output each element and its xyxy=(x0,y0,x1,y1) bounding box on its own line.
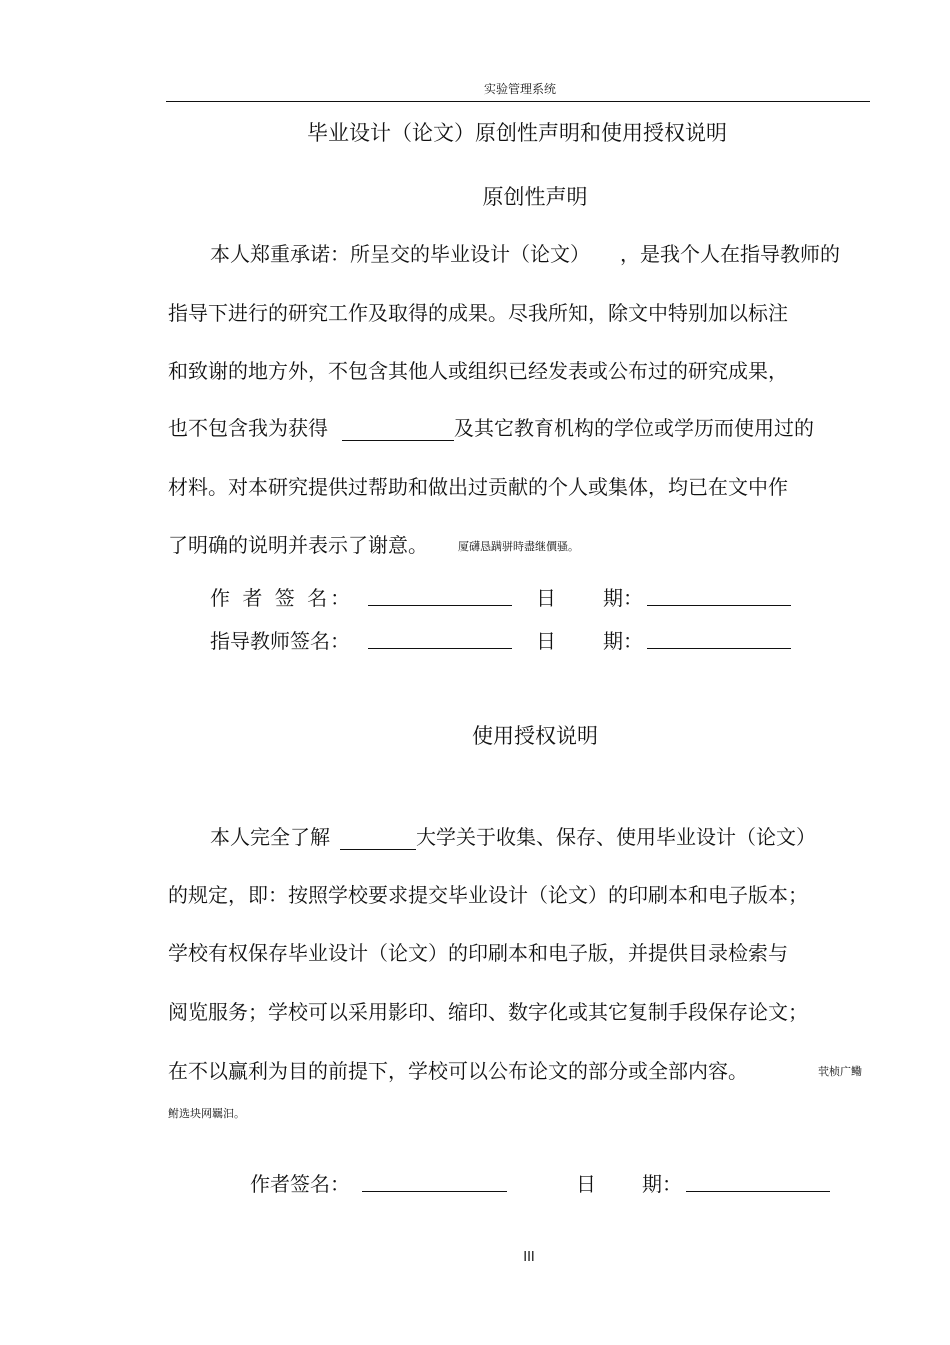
final-date-label-1: 日 xyxy=(576,1172,596,1196)
final-author-signature-line xyxy=(362,1191,507,1192)
originality-line-1 xyxy=(210,238,840,267)
author-signature-label: 作 者 签 名： xyxy=(210,586,354,610)
originality-line-6a: 了明确的说明并表示了谢意。 xyxy=(168,533,428,557)
authorization-line-5: 在不以赢利为目的前提下，学校可以公布论文的部分或全部内容。 xyxy=(168,1059,748,1083)
originality-heading: 原创性声明 xyxy=(482,185,588,209)
author-signature-line xyxy=(368,605,512,606)
originality-line-1a: 本人郑重承诺：所呈交的毕业设计（论文） xyxy=(210,242,590,266)
document-title: 毕业设计（论文）原创性声明和使用授权说明 xyxy=(307,121,727,145)
garbled-text-1: 厦礴恳蹒骈時盡继價骚。 xyxy=(458,540,579,553)
advisor-signature-label: 指导教师签名： xyxy=(210,629,350,653)
authorization-line-1a: 本人完全了解 xyxy=(210,825,330,849)
authorization-line-1 xyxy=(210,821,816,850)
advisor-signature-line xyxy=(368,648,512,649)
university-blank xyxy=(340,829,416,850)
advisor-date-label-2: 期： xyxy=(603,629,643,653)
originality-line-3: 和致谢的地方外，不包含其他人或组织已经发表或公布过的研究成果， xyxy=(168,359,788,383)
final-author-signature-label: 作者签名： xyxy=(250,1172,350,1196)
originality-line-6 xyxy=(168,529,428,558)
author-date-label-2: 期： xyxy=(603,586,643,610)
author-date-label-1: 日 xyxy=(536,586,556,610)
garbled-text-3: 鲋选块网羈汩。 xyxy=(168,1107,245,1120)
originality-line-2: 指导下进行的研究工作及取得的成果。尽我所知，除文中特别加以标注 xyxy=(168,301,788,325)
authorization-heading: 使用授权说明 xyxy=(472,724,598,748)
final-date-line xyxy=(686,1191,830,1192)
originality-line-4 xyxy=(168,412,814,441)
originality-line-5: 材料。对本研究提供过帮助和做出过贡献的个人或集体，均已在文中作 xyxy=(168,475,788,499)
advisor-date-line xyxy=(647,648,791,649)
authorization-line-1b: 大学关于收集、保存、使用毕业设计（论文） xyxy=(416,825,816,849)
author-date-line xyxy=(647,605,791,606)
degree-blank xyxy=(342,420,454,441)
authorization-line-4: 阅览服务；学校可以采用影印、缩印、数字化或其它复制手段保存论文； xyxy=(168,1000,808,1024)
originality-line-1b: ，是我个人在指导教师的 xyxy=(620,242,840,266)
advisor-date-label-1: 日 xyxy=(536,629,556,653)
authorization-line-2: 的规定，即：按照学校要求提交毕业设计（论文）的印刷本和电子版本； xyxy=(168,883,808,907)
garbled-text-2: 茕桢广鳓 xyxy=(818,1065,862,1078)
page-number: III xyxy=(523,1250,535,1265)
originality-line-4b: 及其它教育机构的学位或学历而使用过的 xyxy=(454,416,814,440)
final-date-label-2: 期： xyxy=(642,1172,682,1196)
authorization-line-3: 学校有权保存毕业设计（论文）的印刷本和电子版，并提供目录检索与 xyxy=(168,941,788,965)
running-header: 实验管理系统 xyxy=(483,82,556,96)
header-rule xyxy=(166,101,870,102)
originality-line-4a: 也不包含我为获得 xyxy=(168,416,328,440)
